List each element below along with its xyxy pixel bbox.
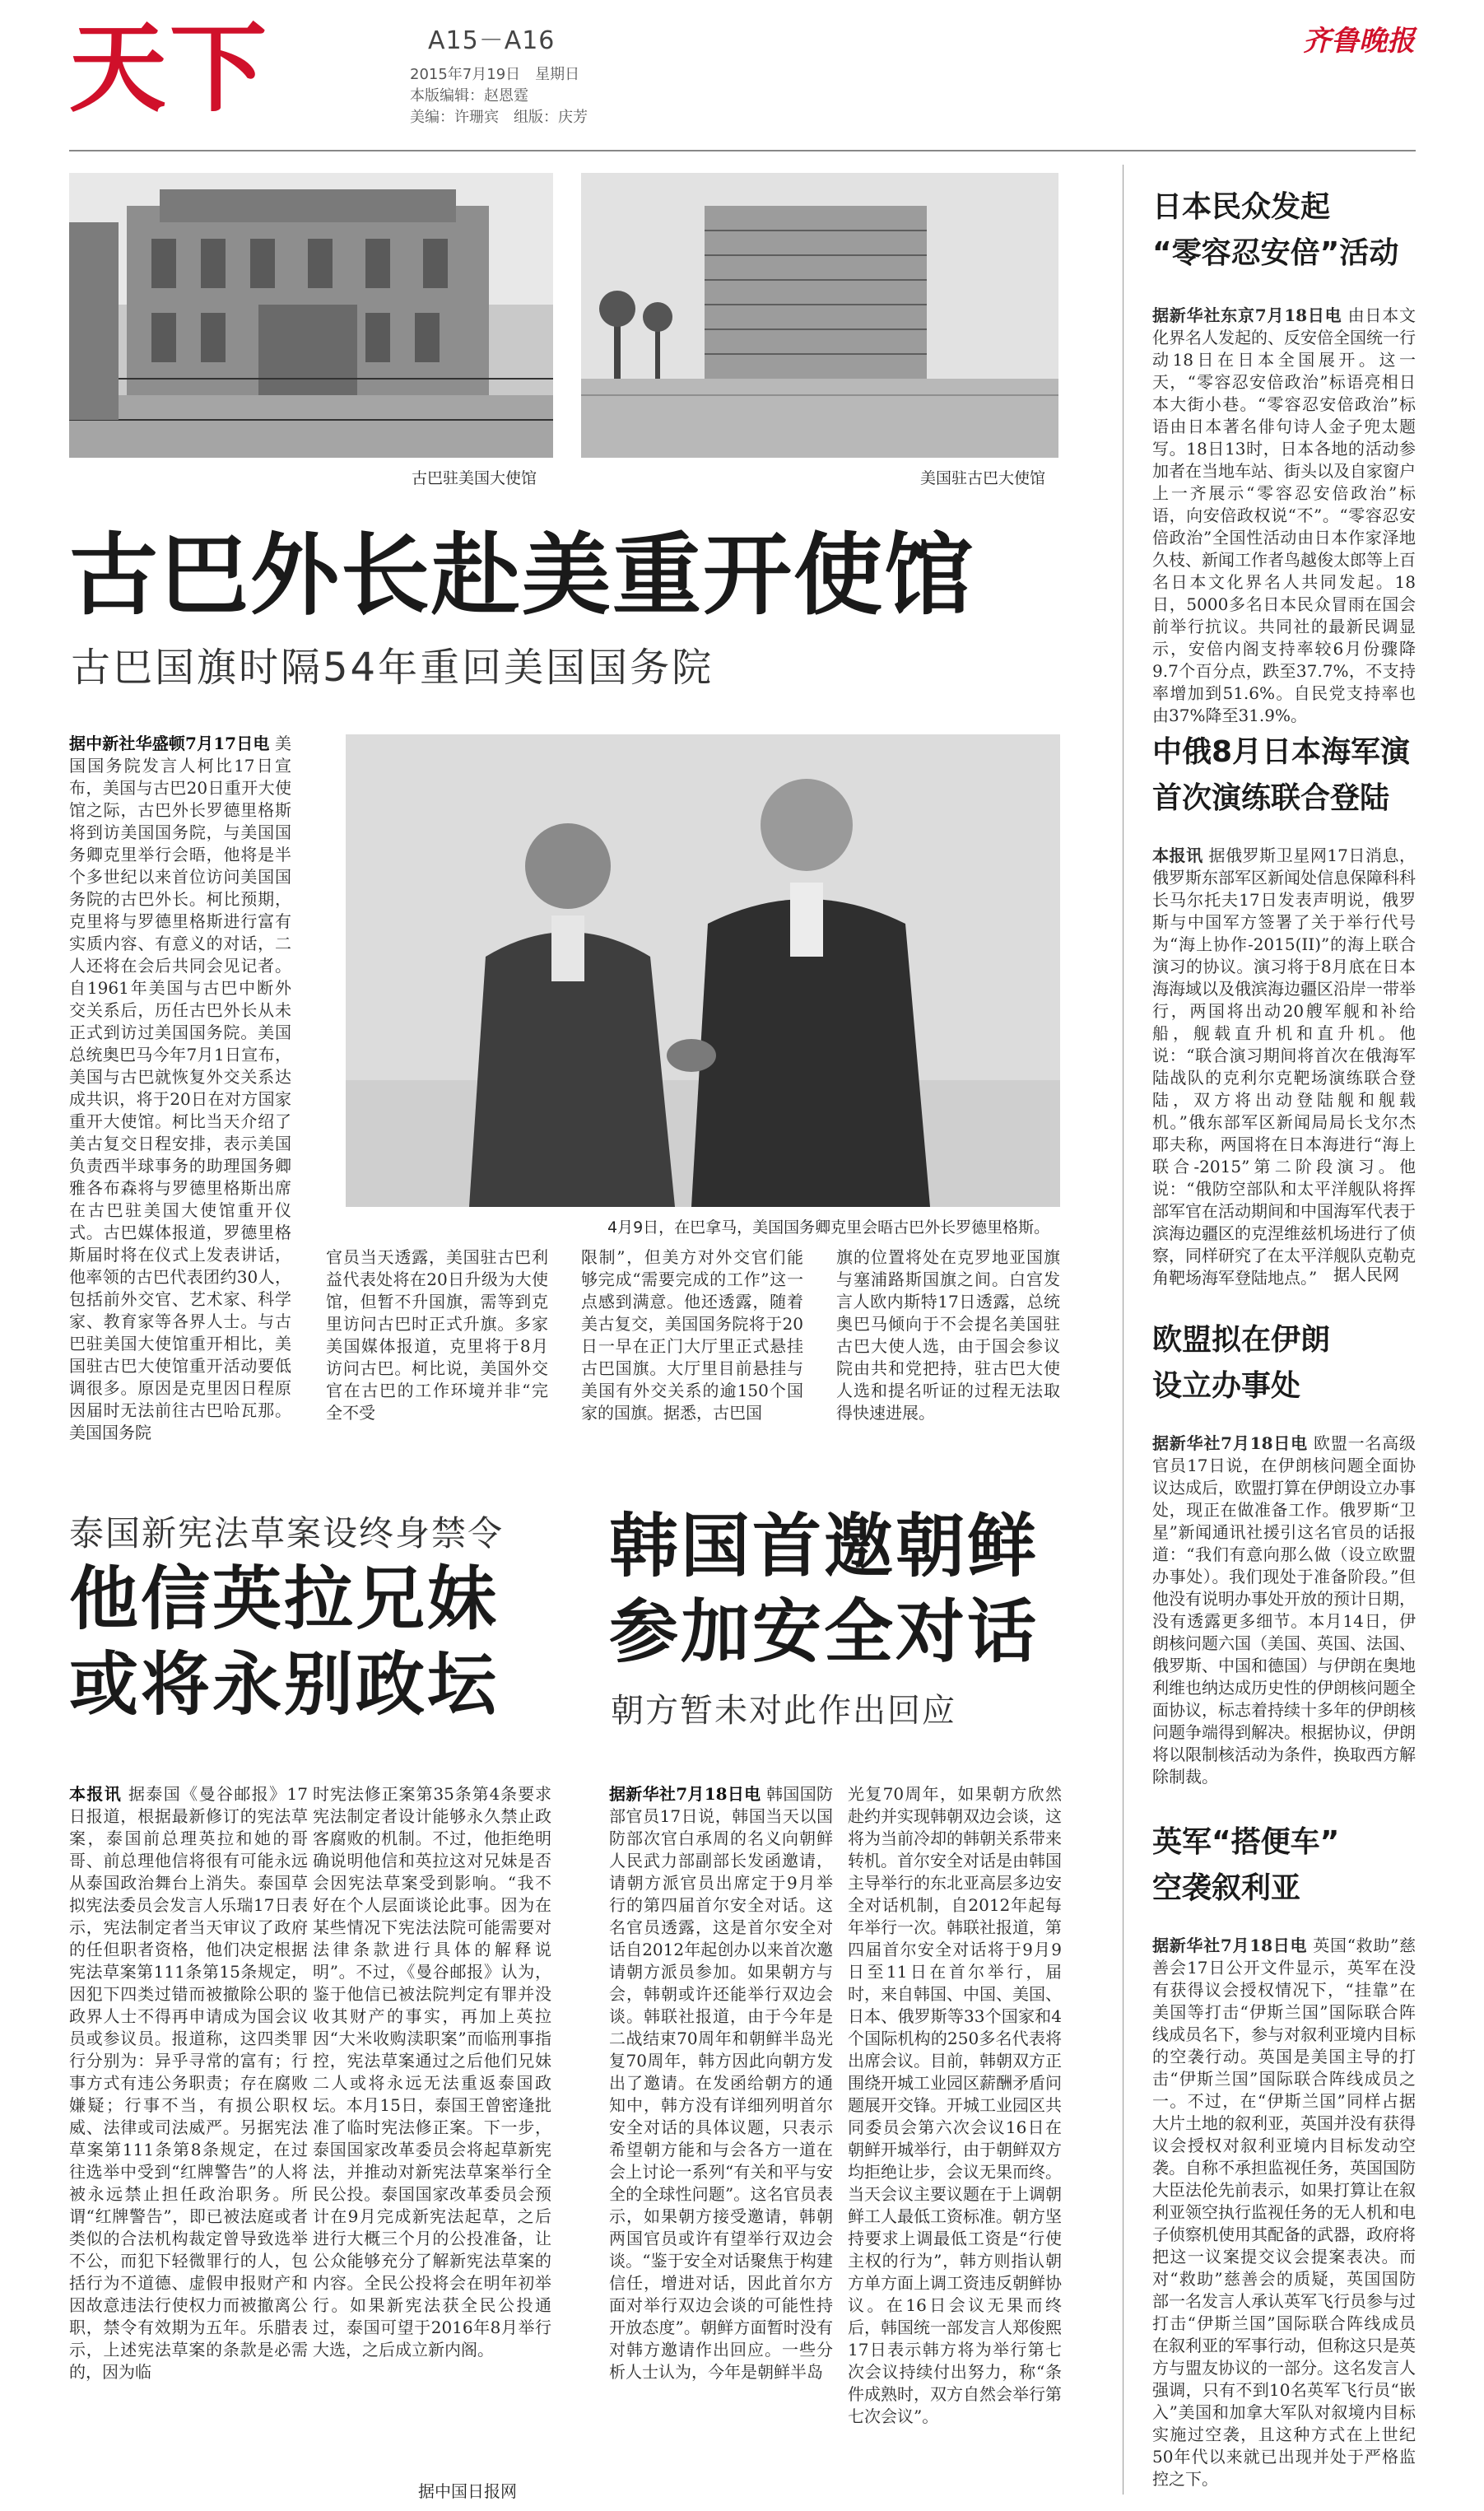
photo-kerry-rodriguez bbox=[346, 734, 1060, 1207]
sidebar-item-japan-body bbox=[1152, 305, 1417, 725]
sidebar-item-eu-iran-body bbox=[1152, 1433, 1416, 1803]
thai-headline-line2: 或将永别政坛 bbox=[69, 1644, 500, 1725]
sidebar-item-uk-syria-dateline: 据新华社7月18日电 bbox=[1152, 1936, 1308, 1955]
korea-headline-line2: 参加安全对话 bbox=[609, 1591, 1040, 1672]
sidebar-item-china-russia-text: 据俄罗斯卫星网17日消息，俄罗斯东部军区新闻处信息保障科科长马尔托夫17日发表声明说，俄罗斯与中国军方签署了关于举行代号为“海上协作-2015(II)”的海上联合演习的协议。演习将于8月底在日本海海域以及俄滨海边疆区沿岸一带举行，两国将出动20艘军舰和补给船，舰载直升机和直升机。他说：“联合演习期间将首次在俄海军陆战队的克利尔克靶场演练联合登陆，双方将出动登陆舰和舰载机。”俄东部军区新闻局局长戈尔杰耶夫称，两国将在日本海进行“海上联合-2015”第二阶段演习。他说：“俄防空部队和太平洋舰队将挥部军官在活动期间和中国海军代表于滨海边疆区的克涅维兹机场进行了侦察，同样研究了在太平洋舰队克勒克角靶场海军登陆地点。” bbox=[1152, 846, 1417, 1288]
page-range: A15－A16 bbox=[428, 26, 556, 55]
sidebar-item-china-russia-source: 据人民网 bbox=[1333, 1265, 1399, 1284]
korea-headline-line1: 韩国首邀朝鲜 bbox=[609, 1506, 1040, 1586]
photo-us-embassy bbox=[581, 173, 1058, 458]
sidebar-item-japan-text: 由日本文化界名人发起的、反安倍全国统一行动18日在日本全国展开。这一天，“零容忍安倍政治”标语亮相日本大街小巷。“零容忍安倍政治”标语由日本著名俳句诗人金子兜太题写。18日13时，日本各地的活动参加者在当地车站、街头以及自家窗户上一齐展示“零容忍安倍政治”标语，向安倍政权说“不”。“零容忍安倍政治”全国性活动由日本作家泽地久枝、新闻工作者鸟越俊太郎等上百名日本文化界名人共同发起。18日，5000多名日本民众冒雨在国会前举行抗议。共同社的最新民调显示，安倍内阁支持率较6月份骤降9.7个百分点，跌至37.7%，不支持率增加到51.6%。自民党支持率也由37%降至31.9%。 bbox=[1152, 305, 1417, 725]
photo-cuban-embassy bbox=[69, 173, 553, 458]
sidebar-item-japan-dateline: 据新华社东京7月18日电 bbox=[1152, 305, 1342, 325]
thai-headline-line1: 他信英拉兄妹 bbox=[69, 1558, 500, 1639]
thai-story-text-1: 据泰国《曼谷邮报》17日报道，根据最新修订的宪法草案，泰国前总理英拉和她的哥哥、前总理他信将很有可能永远从泰国政治舞台上消失。泰国草拟宪法委员会发言人乐瑞17日表示，宪法制定者当天审议了政府的任但职者资格，他们决定根据宪法草案第111条第15条规定，因犯下四类过错而被撤除公职的政界人士不得再申请成为国会议员或参议员。报道称，这四类罪行分别为：异乎寻常的富有；行事方式有违公务职责；存在腐败嫌疑；行事不当，有损公职权威、法律或司法威严。另据宪法草案第111条第8条规定，在过往选举中受到“红牌警告”的人将被永远禁止担任政治职务。所谓“红牌警告”，即已被法庭或者类似的合法机构裁定曾导致选举不公，而犯下轻微罪行的人，包括行为不道德、虚假申报财产和因故意违法行使权力而被撤离公职，禁令有效期为五年。乐腊表示，上述宪法草案的条款是必需的，因为临 bbox=[69, 1784, 309, 2382]
sidebar-item-uk-syria-text: 英国“救助”慈善会17日公开文件显示，英军在没有获得议会授权情况下，“挂靠”在美国等打击“伊斯兰国”国际联合阵线成员名下，参与对叙利亚境内目标的空袭行动。英国是美国主导的打击“伊斯兰国”国际联合阵线成员之一。不过，在“伊斯兰国”同样占据大片土地的叙利亚，英国并没有获得议会授权对叙利亚境内目标发动空袭。自称不承担监视任务，英国国防大臣法伦先前表示，如果打算让在叙利亚领空执行监视任务的无人机和电子侦察机使用其配备的武器，政府将把这一议案提交议会提案表决。而对“救助”慈善会的质疑，英国国防部一名发言人承认英军飞行员参与过打击“伊斯兰国”国际联合阵线成员在叙利亚的军事行动，但称这只是英方与盟友协议的一部分。这名发言人强调，只有不到10名英军飞行员“嵌入”美国和加拿大军队对叙境内目标实施过空袭，且这种方式在上世纪50年代以来就已出现并处于严格监控之下。 bbox=[1152, 1936, 1417, 2489]
korea-story-col1 bbox=[609, 1783, 833, 2499]
caption-us-embassy: 美国驻古巴大使馆 bbox=[920, 469, 1046, 487]
korea-headline bbox=[609, 1503, 1039, 1675]
paper-logo: 齐鲁晚报 bbox=[1303, 25, 1415, 58]
sidebar-item-china-russia-title: 中俄8月日本海军演 首次演练联合登陆 bbox=[1152, 735, 1411, 815]
lead-subheadline: 古巴国旗时隔54年重回美国国务院 bbox=[71, 645, 714, 691]
lead-story-dateline: 据中新社华盛顿7月17日电 bbox=[69, 734, 270, 753]
thai-story-col1 bbox=[69, 1783, 308, 2499]
lead-story-col1 bbox=[69, 733, 292, 1442]
sidebar-item-eu-iran-dateline: 据新华社7月18日电 bbox=[1152, 1433, 1308, 1453]
lead-headline: 古巴外长赴美重开使馆 bbox=[69, 524, 975, 627]
lead-story-col2: 官员当天透露，美国驻古巴利益代表处将在20日升级为大使馆，但暂不升国旗，需等到克里访问古巴时正式升旗。多家美国媒体报道，克里将于8月访问古巴。柯比说，美国外交官在古巴的工作环境并非“完全不受 bbox=[326, 1247, 548, 1423]
editor-line: 本版编辑：赵恩霆 bbox=[410, 87, 528, 105]
section-title: 天下 bbox=[69, 12, 271, 125]
thai-headline bbox=[69, 1556, 499, 1727]
sidebar-item-eu-iran-text: 欧盟一名高级官员17日说，在伊朗核问题全面协议达成后，欧盟打算在伊朗设立办事处，现正在做准备工作。俄罗斯“卫星”新闻通讯社援引这名官员的话报道：“我们有意向那么做（设立欧盟办事处）。我们现处于准备阶段。”但他没有说明办事处开放的预计日期，没有透露更多细节。本月14日，伊朗核问题六国（美国、英国、法国、俄罗斯、中国和德国）与伊朗在奥地利维也纳达成历史性的伊朗核问题全面协议，标志着持续十多年的伊朗核问题争端得到解决。根据协议，伊朗将以限制核活动为条件，换取西方解除制裁。 bbox=[1152, 1433, 1417, 1787]
sidebar-item-eu-iran-title: 欧盟拟在伊朗 设立办事处 bbox=[1152, 1323, 1331, 1403]
sidebar-item-uk-syria-title: 英军“搭便车” 空袭叙利亚 bbox=[1152, 1825, 1340, 1905]
date-line: 2015年7月19日 星期日 bbox=[410, 66, 580, 83]
sidebar-item-uk-syria-body bbox=[1152, 1935, 1416, 2503]
thai-story-col2: 时宪法修正案第35条第4条要求宪法制定者设计能够永久禁止政客腐败的机制。不过，他拒绝明确说明他信和英拉这对兄妹是否会因宪法草案受到影响。“我不好在个人层面谈论此事。因为在某些情况下宪法法院可能需要对法律条款进行具体的解释说明”。不过，《曼谷邮报》认为，鉴于他信已被法院判定有罪并没收其财产的事实，再加上英拉因“大米收购渎职案”而临刑事指控，宪法草案通过之后他们兄妹二人或将永远无法重返泰国政坛。本月15日，泰国王曾密逢批准了临时宪法修正案。下一步，泰国国家改革委员会将起草新宪法，并推动对新宪法草案举行全民公投。泰国国家改革委员会预计在9月完成新宪法起草，之后进行大概三个月的公投准备，让公众能够充分了解新宪法草案的内容。全民公投将会在明年初举行。如果新宪法获全民公投通过，泰国可望于2016年8月举行大选，之后成立新内阁。 bbox=[313, 1784, 551, 2360]
korea-story-dateline: 据新华社7月18日电 bbox=[609, 1784, 761, 1804]
sidebar-item-china-russia-dateline: 本报讯 bbox=[1152, 846, 1203, 865]
korea-story-col2: 光复70周年，如果朝方欣然赴约并实现韩朝双边会谈，这将为当前冷却的韩朝关系带来转机。首尔安全对话是由韩国主导举行的东北亚高层多边安全对话机制，自2012年起每年举行一次。韩联社报道，第四届首尔安全对话将于9月9日至11日在首尔举行，届时，来自韩国、中国、美国、日本、俄罗斯等33个国家和4个国际机构的250多名代表将出席会议。目前，韩朝双方正围绕开城工业园区薪酬矛盾问题展开交锋。开城工业园区共同委员会第六次会议16日在朝鲜开城举行，由于朝鲜双方均拒绝让步，会议无果而终。当天会议主要议题在于上调朝鲜工人最低工资标准。朝方坚持要求上调最低工资是“行使主权的行为”，韩方则指认朝方单方面上调工资违反朝鲜协议。在16日会议无果而终后，韩国统一部发言人郑俊熙17日表示韩方将为举行第七次会议持续付出努力，称“条件成熟时，双方自然会举行第七次会议”。 bbox=[848, 1784, 1062, 2426]
korea-story-text-1: 韩国国防部官员17日说，韩国当天以国防部次官白承周的名义向朝鲜人民武力部副部长发函邀请，请朝方派官员出席定于9月举行的第四届首尔安全对话。这名官员透露，这是首尔安全对话自2012年起创办以来首次邀请朝方派员参加。如果朝方与会，韩朝或许还能举行双边会谈。韩联社报道，由于今年是二战结束70周年和朝鲜半岛光复70周年，韩方因此向朝方发出了邀请。在发函给朝方的通知中，韩方没有详细列明首尔安全对话的具体议题，只表示希望朝方能和与会各方一道在会上讨论一系列“有关和平与安全的全球性问题”。这名官员表示，如果朝方接受邀请，韩朝两国官员或许有望举行双边会谈。“鉴于安全对话聚焦于构建信任，增进对话，因此首尔方面对举行双边会谈的可能性持开放态度”。朝鲜方面暂时没有对韩方邀请作出回应。一些分析人士认为，今年是朝鲜半岛 bbox=[609, 1784, 834, 2382]
korea-subheadline: 朝方暂未对此作出回应 bbox=[611, 1692, 956, 1730]
sidebar-item-japan-title: 日本民众发起 “零容忍安倍”活动 bbox=[1152, 190, 1399, 270]
lead-story-text-1: 美国国务院发言人柯比17日宣布，美国与古巴20日重开大使馆之际，古巴外长罗德里格斯将到访美国国务院，与美国国务卿克里举行会晤，他将是半个多世纪以来首位访问美国国务院的古巴外长。柯比预期，克里将与罗德里格斯进行富有实质内容、有意义的对话，二人还将在会后共同会见记者。自1961年美国与古巴中断外交关系后，历任古巴外长从未正式到访过美国国务院。美国总统奥巴马今年7月1日宣布，美国与古巴就恢复外交关系达成共识，将于20日在对方国家重开大使馆。柯比当天介绍了美古复交日程安排，表示美国负责西半球事务的助理国务卿雅各布森将与罗德里格斯出席在古巴驻美国大使馆重开仪式。古巴媒体报道，罗德里格斯届时将在仪式上发表讲话，他率领的古巴代表团约30人，包括前外交官、艺术家、科学家、教育家等各界人士。与古巴驻美国大使馆重开相比，美国驻古巴大使馆重开活动要低调很多。原因是克里因日程原因届时无法前往古巴哈瓦那。美国国务院 bbox=[69, 734, 292, 1442]
caption-cuban-embassy: 古巴驻美国大使馆 bbox=[412, 469, 537, 487]
masthead-rule bbox=[69, 150, 1416, 151]
masthead-meta bbox=[410, 64, 588, 128]
design-line: 美编：许珊宾 组版：庆芳 bbox=[410, 109, 588, 126]
caption-kerry-rodriguez: 4月9日，在巴拿马，美国国务卿克里会晤古巴外长罗德里格斯。 bbox=[607, 1218, 1050, 1237]
lead-story-col3: 限制”，但美方对外交官们能够完成“需要完成的工作”这一点感到满意。他还透露，随着美古复交，美国国务院将于20日一早在正门大厅里正式悬挂古巴国旗。大厅里目前悬挂与美国有外交关系的逾150个国家的国旗。据悉，古巴国 bbox=[581, 1247, 803, 1423]
thai-kicker: 泰国新宪法草案设终身禁令 bbox=[69, 1513, 505, 1554]
thai-story-dateline: 本报讯 bbox=[69, 1784, 123, 1804]
lead-story-col4: 旗的位置将处在克罗地亚国旗与塞浦路斯国旗之间。白宫发言人欧内斯特17日透露，总统奥巴马倾向于不会提名美国驻古巴大使人选，由于国会参议院由共和党把持，驻古巴大使人选和提名听证的过程无法取得快速进展。 bbox=[836, 1247, 1060, 1423]
thai-story-source: 据中国日报网 bbox=[418, 2481, 517, 2501]
